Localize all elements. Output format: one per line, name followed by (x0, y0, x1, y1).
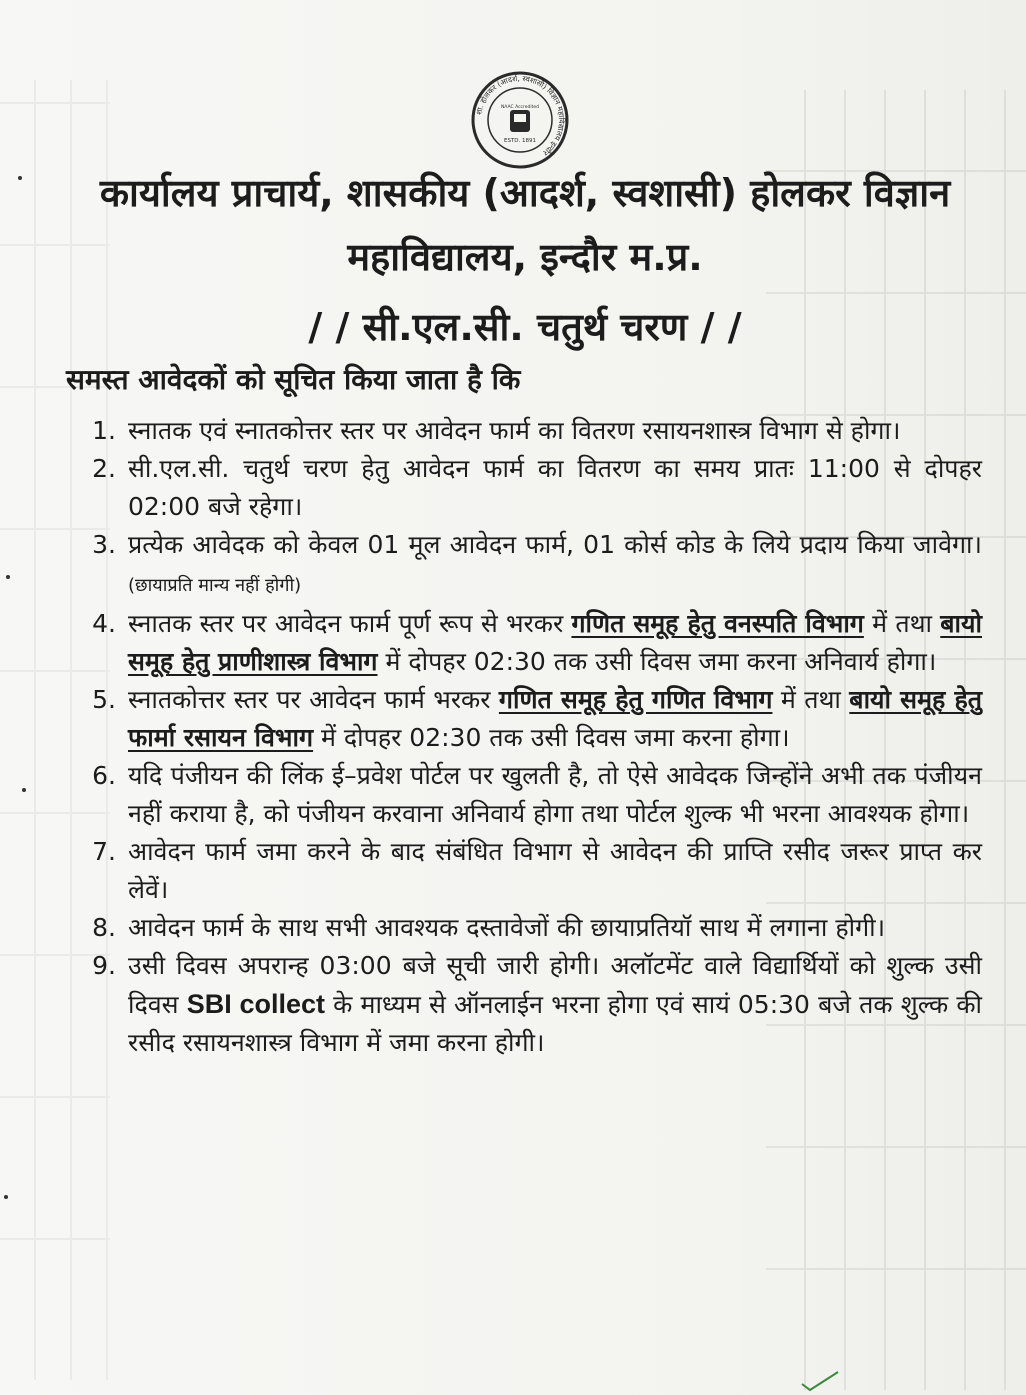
svg-text:NAAC Accredited: NAAC Accredited (500, 105, 540, 110)
item-text-part: में दोपहर 02:30 तक उसी दिवस जमा करना होगा। (313, 723, 790, 752)
list-item (76, 450, 982, 526)
item-text-part: उसी दिवस अपरान्ह 03:00 बजे सूची जारी होगी। अलॉटमेंट वाले विद्यार्थियों को शुल्क उसी दिवस (128, 951, 982, 1019)
item-text-part: में तथा (772, 685, 850, 714)
item-number: 3. (92, 530, 116, 559)
item-text: आवेदन फार्म जमा करने के बाद संबंधित विभाग से आवेदन की प्राप्ति रसीद जरूर प्राप्त कर लेवें। (128, 837, 982, 904)
scan-speck (6, 575, 10, 579)
check-mark-icon (800, 1370, 840, 1392)
underlined-dept-pharma: बायो समूह हेतु फार्मा रसायन विभाग (128, 685, 982, 752)
item-text: सी.एल.सी. चतुर्थ चरण हेतु आवेदन फार्म का वितरण का समय प्रातः 11:00 से दोपहर 02:00 बजे रहेगा। (128, 454, 982, 521)
item-number: 9. (92, 951, 116, 980)
item-number: 2. (92, 454, 116, 483)
item-text-part: स्नातकोत्तर स्तर पर आवेदन फार्म भरकर (128, 685, 499, 714)
item-text-part: स्नातक स्तर पर आवेदन फार्म पूर्ण रूप से भरकर (128, 609, 572, 638)
item-number: 4. (92, 609, 116, 638)
list-item (76, 605, 982, 681)
sbi-collect-label: SBI collect (186, 989, 325, 1019)
list-item (76, 681, 982, 757)
scan-speck (18, 176, 22, 180)
list-item (76, 833, 982, 909)
item-number: 1. (92, 416, 116, 445)
item-number: 7. (92, 837, 116, 866)
underlined-dept-math: गणित समूह हेतु वनस्पति विभाग (571, 609, 864, 638)
item-text-wrap (128, 605, 982, 681)
item-number: 8. (92, 913, 116, 942)
list-item (76, 909, 982, 947)
college-seal-emblem (470, 70, 570, 170)
item-text: आवेदन फार्म के साथ सभी आवश्यक दस्तावेजों की छायाप्रतियॉ साथ में लगाना होगी। (128, 913, 886, 942)
item-text-part: में तथा (863, 609, 941, 638)
item-text-wrap (128, 526, 982, 605)
list-item (76, 947, 982, 1062)
list-item (76, 757, 982, 833)
notice-intro: समस्त आवेदकों को सूचित किया जाता है कि (66, 363, 521, 396)
item-text-wrap (128, 947, 982, 1062)
scan-speck (4, 1195, 8, 1199)
item-text: प्रत्येक आवेदक को केवल 01 मूल आवेदन फार्म, 01 कोर्स कोड के लिये प्रदाय किया जावेगा। (128, 530, 982, 559)
item-text: यदि पंजीयन की लिंक ई–प्रवेश पोर्टल पर खुलती है, तो ऐसे आवेदक जिन्होंने अभी तक पंजीयन नहीं कराया है, को पंजीयन करवाना अनिवार्य होगा तथा पोर्टल शुल्क भी भरना आवश्यक होगा। (128, 761, 982, 828)
svg-text:शा. होलकर (आदर्श, स्वशासी) विज: शा. होलकर (आदर्श, स्वशासी) विज्ञान महाविद्यालय इन्दौर (474, 73, 567, 158)
item-number: 6. (92, 761, 116, 790)
item-text-part: के माध्यम से ऑनलाईन भरना होगा एवं सायं 05:30 बजे तक शुल्क की रसीद रसायनशास्त्र विभाग में जमा करना होगी। (128, 990, 983, 1057)
office-title-line-2: महाविद्यालय, इन्दौर म.प्र. (347, 235, 703, 279)
list-item (76, 412, 982, 450)
svg-text:ESTD. 1891: ESTD. 1891 (503, 138, 537, 144)
underlined-dept-bio: बायो समूह हेतु प्राणीशास्त्र विभाग (128, 609, 982, 676)
item-number: 5. (92, 685, 116, 714)
underlined-dept-math: गणित समूह हेतु गणित विभाग (498, 685, 773, 714)
item-text-wrap (128, 681, 982, 757)
item-text: स्नातक एवं स्नातकोत्तर स्तर पर आवेदन फार्म का वितरण रसायनशास्त्र विभाग से होगा। (128, 416, 901, 445)
list-item (76, 526, 982, 605)
instruction-list (76, 412, 982, 1062)
item-note: (छायाप्रति मान्य नहीं होगी) (128, 575, 302, 596)
office-title-line-1: कार्यालय प्राचार्य, शासकीय (आदर्श, स्वशासी) होलकर विज्ञान (99, 171, 951, 215)
scan-speck (22, 788, 26, 792)
notice-subtitle: / / सी.एल.सी. चतुर्थ चरण / / (308, 305, 742, 349)
item-text-part: में दोपहर 02:30 तक उसी दिवस जमा करना अनिवार्य होगा। (377, 647, 937, 676)
